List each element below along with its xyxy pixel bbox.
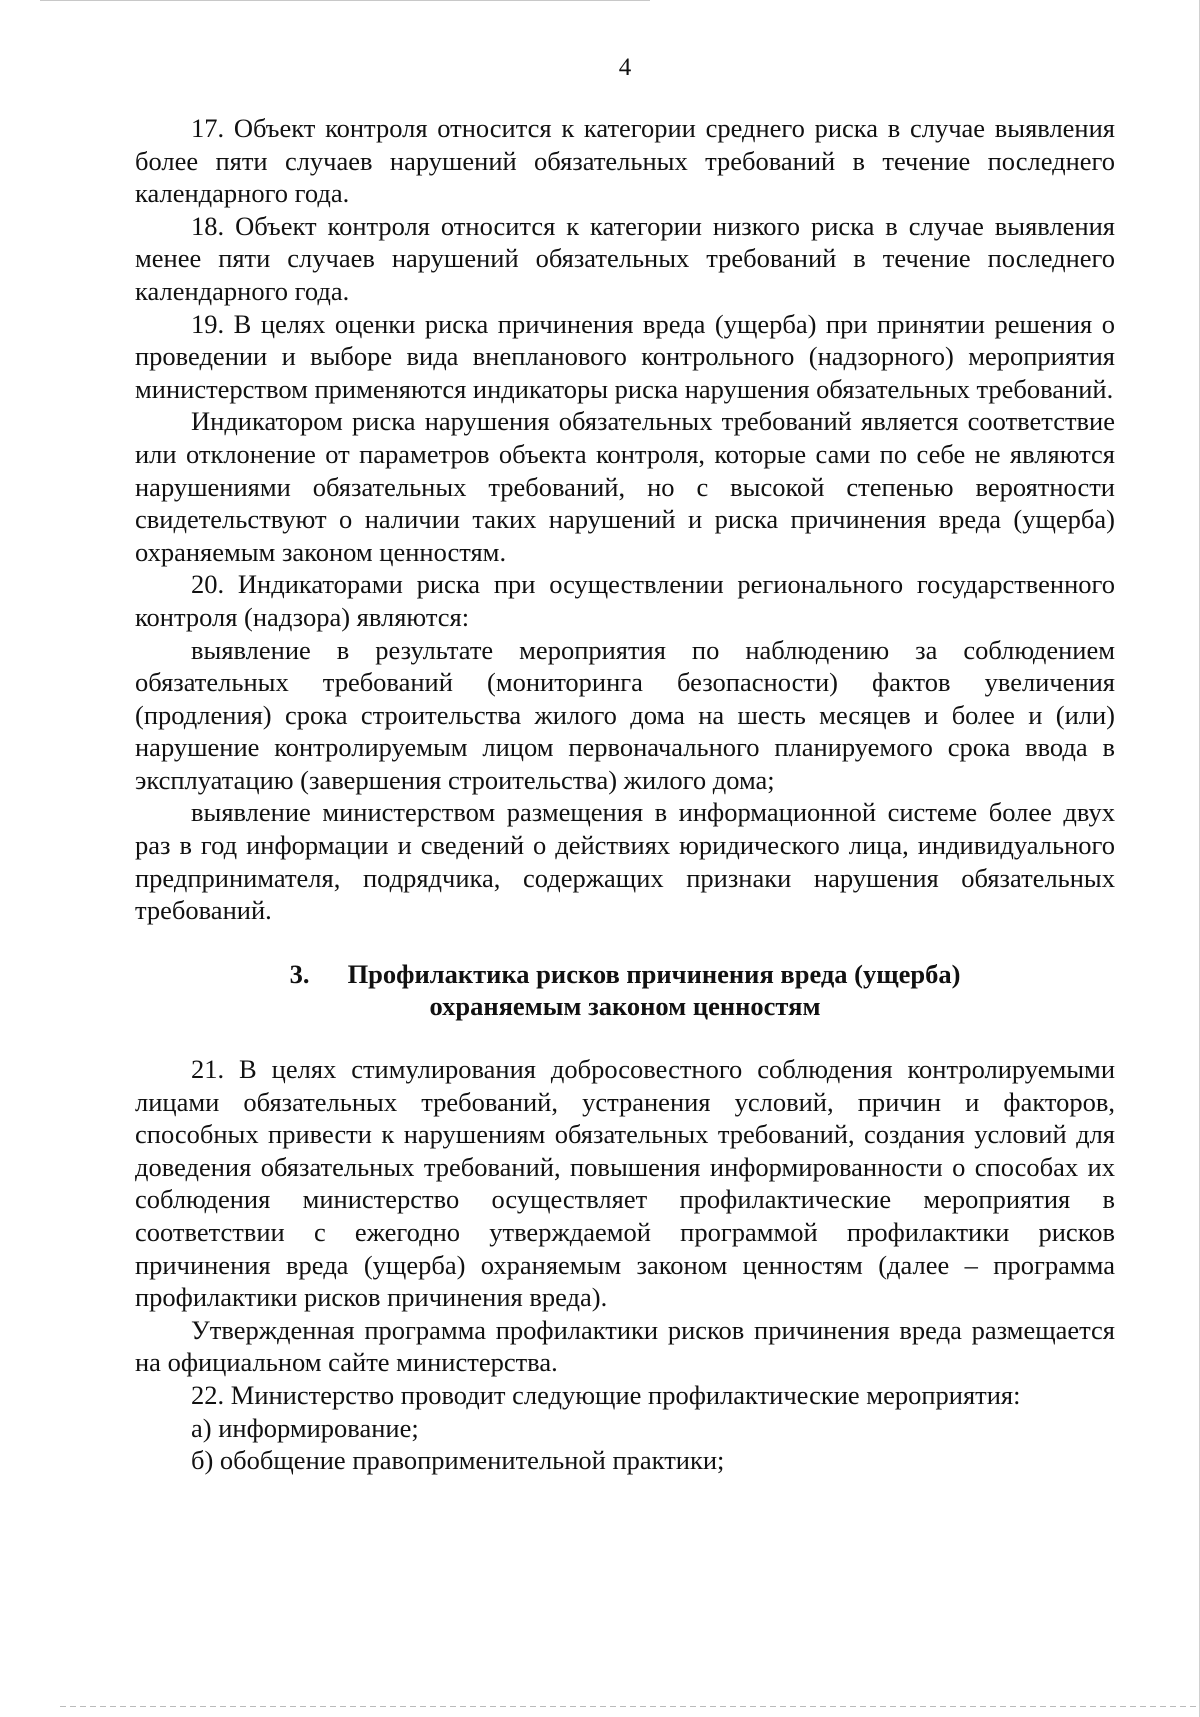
list-item-b: б) обобщение правоприменительной практики; xyxy=(191,1445,725,1476)
section-title-line2: охраняемым законом ценностям xyxy=(429,991,821,1022)
scan-artifact-bottom xyxy=(60,1706,1200,1707)
paragraph-20: 20. Индикаторами риска при осуществлении регионального государственного контроля (надзора) являются: xyxy=(135,569,1115,632)
document-body xyxy=(135,112,1115,1477)
paragraph-program-published: Утвержденная программа профилактики рисков причинения вреда размещается на официальном сайте министерства. xyxy=(135,1314,1115,1378)
paragraph-18: 18. Объект контроля относится к категории низкого риска в случае выявления менее пяти случаев нарушений обязательных требований в течение последнего календарного года. xyxy=(135,210,1115,306)
section-title-line1: Профилактика рисков причинения вреда (ущерба) xyxy=(347,958,961,989)
paragraph-17: 17. Объект контроля относится к категории среднего риска в случае выявления более пяти случаев нарушений обязательных требований в течение последнего календарного года. xyxy=(135,113,1115,209)
paragraph-19: 19. В целях оценки риска причинения вреда (ущерба) при принятии решения о проведении и выборе вида внепланового контрольного (надзорного) мероприятия министерством применяются индикаторы риска нарушения обязательных требований. xyxy=(135,308,1115,404)
paragraph-indicator-1: выявление в результате мероприятия по наблюдению за соблюдением обязательных требований (мониторинга безопасности) фактов увеличения (продления) срока строительства жилого дома на шесть месяцев и более и (или) нарушение контролируемым лицом первоначального планируемого срока ввода в эксплуатацию (завершения строительства) жилого дома; xyxy=(135,634,1115,795)
paragraph-indicator-definition: Индикатором риска нарушения обязательных требований является соответствие или отклонение от параметров объекта контроля, которые сами по себе не являются нарушениями обязательных требований, но с высокой степенью вероятности свидетельствуют о наличии таких нарушений и риска причинения вреда (ущерба) охраняемым законом ценностям. xyxy=(135,406,1115,567)
section-heading xyxy=(135,958,1115,1023)
list-item-a: а) информирование; xyxy=(191,1412,419,1443)
paragraph-22: 22. Министерство проводит следующие профилактические мероприятия: xyxy=(191,1379,1021,1410)
page-number: 4 xyxy=(618,54,632,81)
section-number: 3. xyxy=(289,958,310,989)
paragraph-indicator-2: выявление министерством размещения в информационной системе более двух раз в год информации и сведений о действиях юридического лица, индивидуального предпринимателя, подрядчика, содержащих признаки нарушения обязательных требований. xyxy=(135,797,1115,926)
paragraph-21: 21. В целях стимулирования добросовестного соблюдения контролируемыми лицами обязательных требований, устранения условий, причин и факторов, способных привести к нарушениям обязательных требований, создания условий для доведения обязательных требований, повышения информированности о способах их соблюдения министерство осуществляет профилактические мероприятия в соответствии с ежегодно утверждаемой программой профилактики рисков причинения вреда (ущерба) охраняемым законом ценностям (далее – программа профилактики рисков причинения вреда). xyxy=(135,1054,1115,1313)
scan-artifact-top xyxy=(40,0,650,1)
